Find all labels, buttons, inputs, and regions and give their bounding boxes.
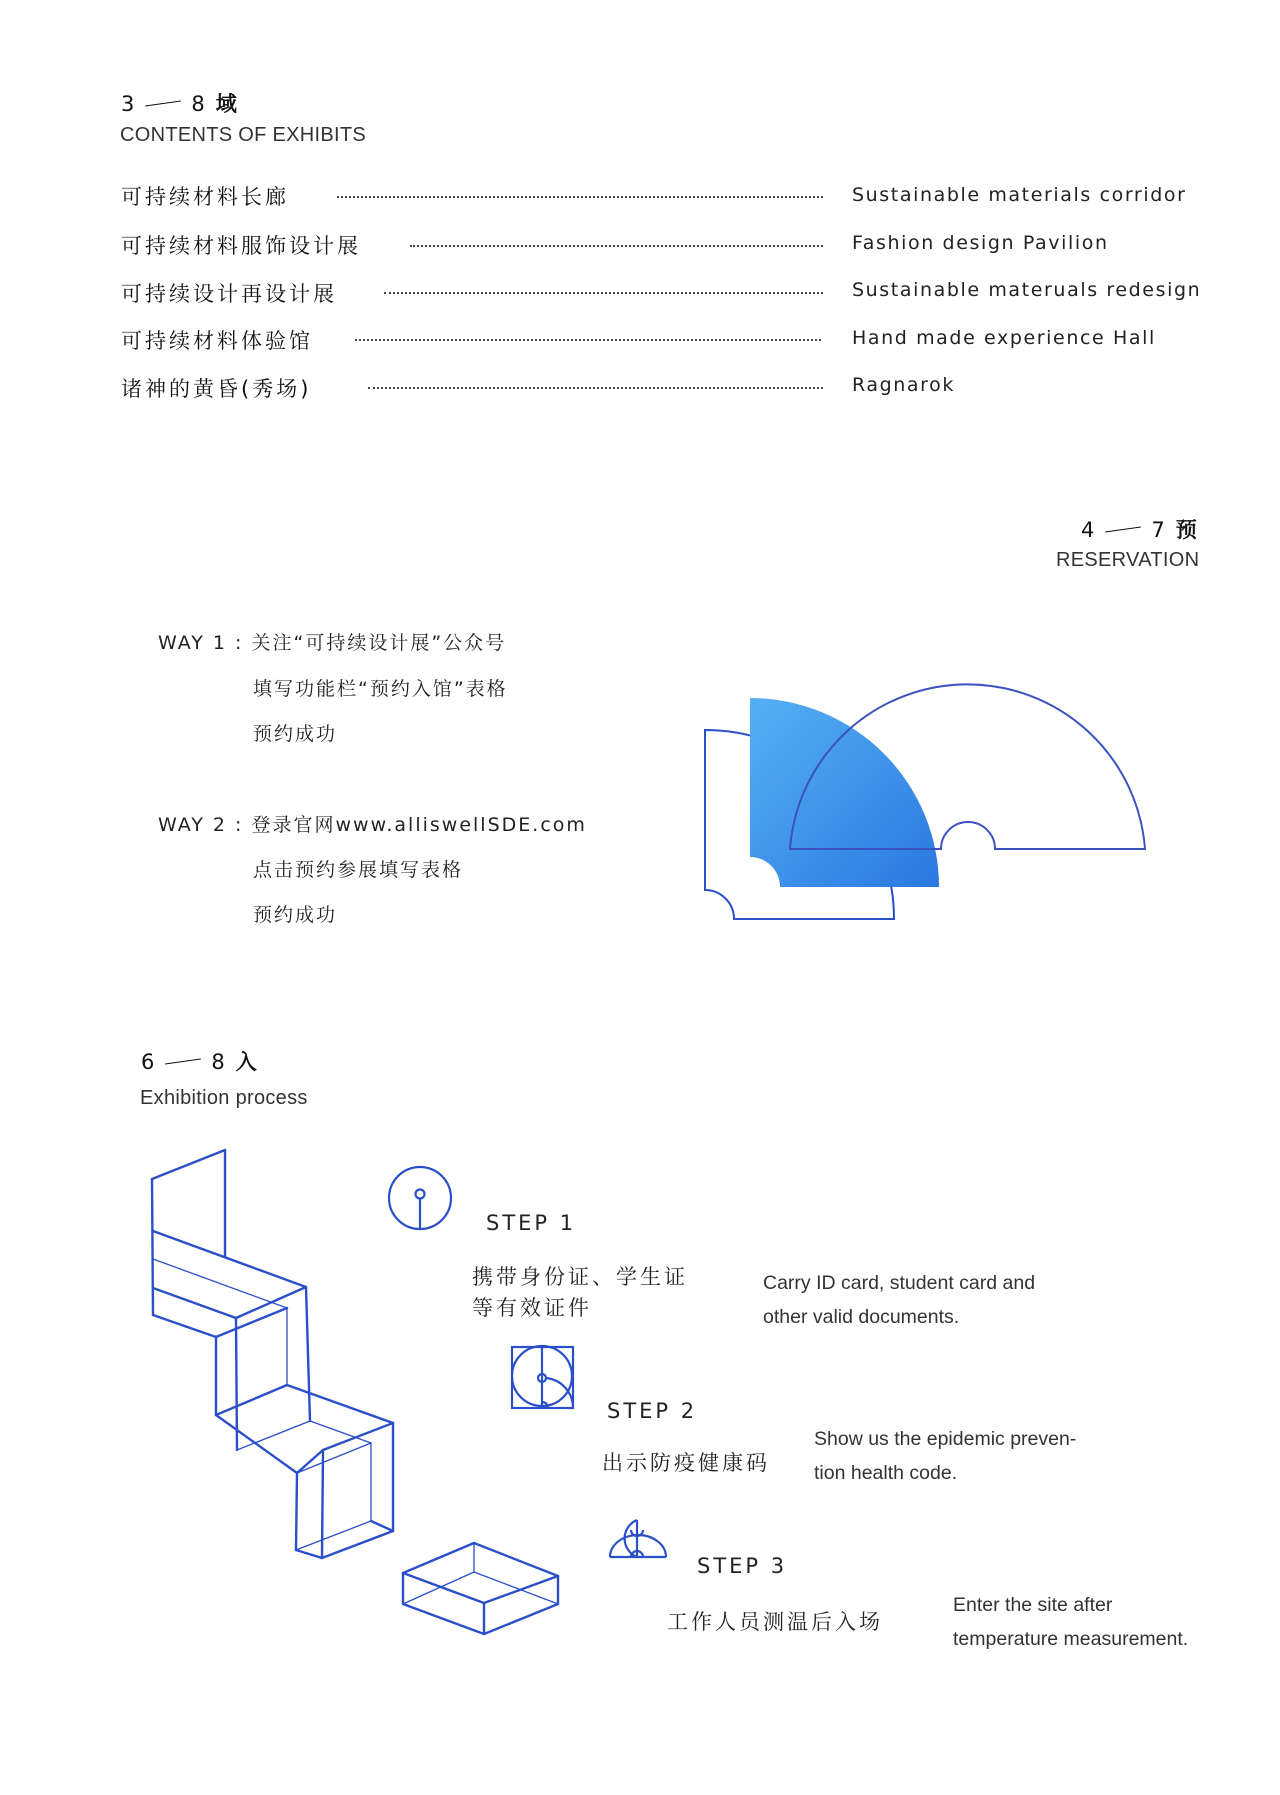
step-cn-line: 出示防疫健康码	[602, 1451, 770, 1475]
step-label: STEP 1	[486, 1211, 577, 1235]
contents-number-start: 3	[121, 92, 136, 116]
way-step: 关注“可持续设计展”公众号	[251, 632, 507, 654]
exhibit-name-en: Fashion design Pavilion	[852, 232, 1109, 254]
geometric-arcs-icon	[610, 1520, 666, 1557]
exhibit-name-cn: 可持续材料服饰设计展	[121, 234, 361, 258]
exhibit-name-en: Sustainable materials corridor	[852, 184, 1187, 206]
reservation-section-char: 预	[1175, 518, 1198, 542]
exhibit-name-cn: 可持续材料长廊	[121, 185, 289, 209]
way-step: 登录官网www.alliswellSDE.com	[251, 814, 587, 836]
step-description-cn	[602, 1448, 770, 1479]
step-description-en	[814, 1422, 1076, 1490]
way-step: 预约成功	[253, 904, 338, 926]
way-step: 点击预约参展填写表格	[253, 859, 464, 881]
step-cn-line: 等有效证件	[472, 1296, 592, 1320]
exhibit-name-en: Hand made experience Hall	[852, 327, 1156, 349]
step-en-line: Carry ID card, student card and	[763, 1272, 1036, 1294]
way-step: 填写功能栏“预约入馆”表格	[253, 678, 508, 700]
step-en-line: Enter the site after	[953, 1594, 1113, 1616]
contents-section-char: 域	[215, 92, 238, 116]
geometric-circle-square-icon	[512, 1346, 573, 1408]
step-description-en	[953, 1588, 1188, 1656]
exhibit-name-en: Ragnarok	[852, 374, 955, 396]
process-number-end: 8	[211, 1050, 226, 1074]
step-cn-line: 携带身份证、学生证	[472, 1265, 688, 1289]
exhibit-name-cn: 诸神的黄昏(秀场)	[121, 377, 312, 401]
contents-number-end: 8	[191, 92, 206, 116]
step-en-line: Show us the epidemic preven-	[814, 1428, 1077, 1450]
step-en-line: other valid documents.	[763, 1306, 960, 1328]
step-en-line: tion health code.	[814, 1462, 958, 1484]
way-label: WAY 1 :	[158, 632, 244, 654]
way-step: 预约成功	[253, 723, 338, 745]
reservation-number-start: 4	[1081, 518, 1096, 542]
way-label: WAY 2 :	[158, 814, 244, 836]
process-number-start: 6	[141, 1050, 156, 1074]
exhibit-name-cn: 可持续材料体验馆	[121, 329, 313, 353]
reservation-subtitle: RESERVATION	[1056, 549, 1200, 571]
step-en-line: temperature measurement.	[953, 1628, 1189, 1650]
step-description-cn	[667, 1607, 883, 1638]
step-cn-line: 工作人员测温后入场	[667, 1610, 883, 1634]
process-section-char: 入	[235, 1050, 258, 1074]
step-label: STEP 3	[697, 1554, 788, 1578]
process-subtitle: Exhibition process	[140, 1087, 308, 1109]
step-label: STEP 2	[607, 1399, 698, 1423]
exhibit-name-cn: 可持续设计再设计展	[121, 282, 337, 306]
reservation-number-end: 7	[1151, 518, 1166, 542]
circle-pin-icon	[389, 1167, 451, 1229]
step-description-en	[763, 1266, 1035, 1334]
exhibit-name-en: Sustainable materuals redesign	[852, 279, 1202, 301]
contents-subtitle: CONTENTS OF EXHIBITS	[120, 124, 367, 146]
step-description-cn	[472, 1262, 688, 1324]
